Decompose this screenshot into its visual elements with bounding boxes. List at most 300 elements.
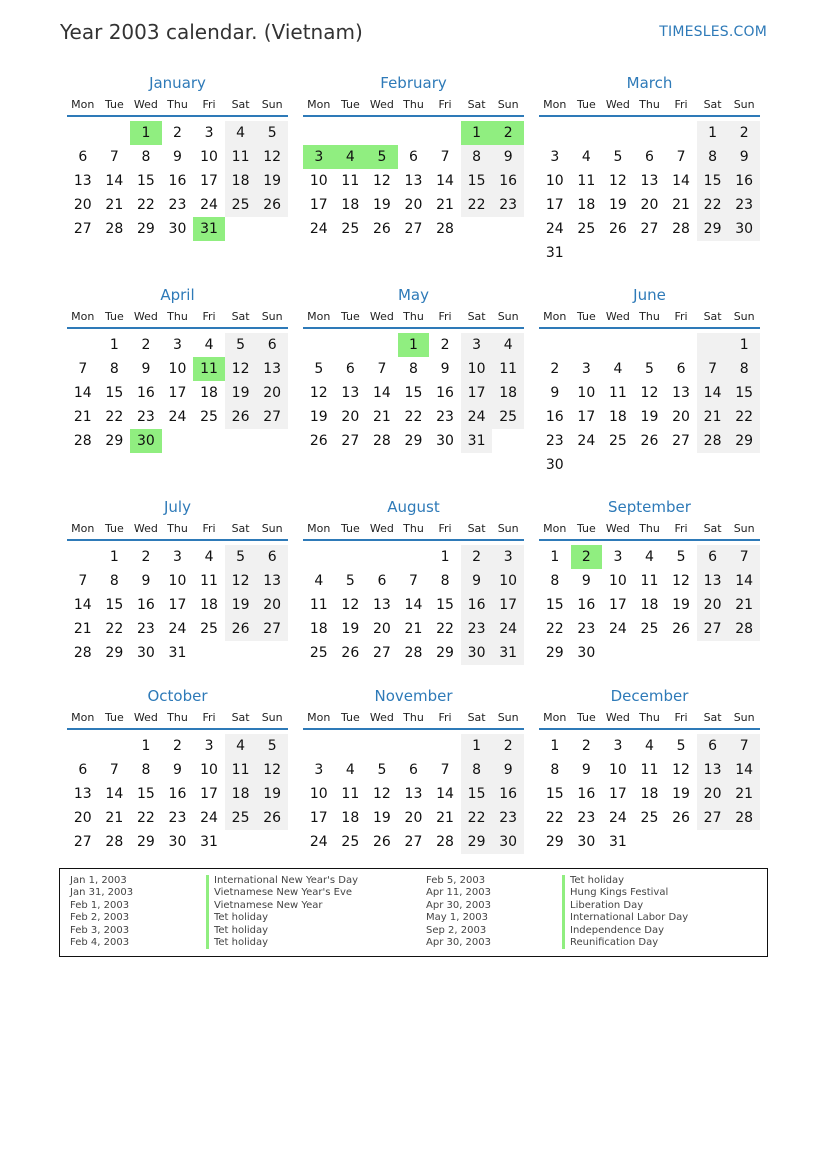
day-cell: 20 [73,810,92,826]
week-row [539,830,760,854]
weekday-label: Mon [307,98,331,111]
day-cell: 29 [105,645,124,661]
empty-cell [335,333,367,357]
month-name: August [387,498,440,516]
day-cell: 8 [109,573,119,589]
day-cell: 2 [581,738,591,754]
day-cell: 4 [613,361,623,377]
day-cell: 15 [105,385,124,401]
weekday-label: Fri [674,522,688,535]
weekend-day: 26 [225,405,257,429]
month-days [303,333,524,453]
weekday-label: Wed [369,711,394,724]
day-cell: 26 [640,433,659,449]
weekend-day: 13 [697,758,729,782]
weekend-day: 21 [728,593,760,617]
month-november [303,685,524,854]
weekday-label: Fri [438,522,452,535]
day-cell: 10 [608,762,627,778]
day-cell: 2 [440,337,450,353]
day-cell: 17 [200,786,218,802]
weekend-day: 3 [492,545,524,569]
day-cell: 29 [545,834,564,850]
day-cell: 23 [577,621,596,637]
day-cell: 28 [73,433,92,449]
day-cell: 11 [341,173,360,189]
weekend-day: 2 [728,121,760,145]
weekday-label: Tue [340,522,360,535]
holiday-day: 2 [492,121,524,145]
header-rule [303,539,524,541]
day-cell: 18 [341,197,360,213]
day-cell: 27 [404,834,423,850]
week-row [303,593,524,617]
day-cell: 24 [309,834,328,850]
day-cell: 11 [640,762,659,778]
day-cell: 23 [545,433,564,449]
day-cell: 25 [577,221,596,237]
day-cell: 30 [168,221,187,237]
day-cell: 9 [581,762,591,778]
weekend-day: 9 [492,758,524,782]
week-row [67,641,288,665]
weekday-label: Fri [202,522,216,535]
legend-date: Apr 30, 2003 [426,899,492,911]
day-cell: 3 [204,738,214,754]
week-row [303,121,524,145]
day-cell: 19 [640,409,659,425]
weekday-header [303,522,524,536]
day-cell: 16 [136,385,155,401]
day-cell: 29 [136,221,155,237]
day-cell: 28 [404,645,423,661]
weekend-day: 19 [256,169,288,193]
day-cell: 16 [436,385,454,401]
day-cell: 24 [200,197,218,213]
empty-cell [634,333,666,357]
empty-cell [571,333,603,357]
day-cell: 7 [440,762,450,778]
day-cell: 18 [309,621,328,637]
week-row [539,453,760,477]
header-rule [539,115,760,117]
holiday-day: 2 [571,545,603,569]
weekday-label: Sun [497,98,519,111]
day-cell: 23 [436,409,454,425]
day-cell: 28 [672,221,690,237]
weekend-day: 22 [461,806,493,830]
weekend-day: 31 [461,429,493,453]
month-name: October [147,687,208,705]
weekend-day: 22 [728,405,760,429]
legend-date: Feb 1, 2003 [70,899,130,911]
day-cell: 20 [341,409,360,425]
weekday-header [539,310,760,324]
weekend-day: 26 [225,617,257,641]
empty-cell [256,429,288,453]
holiday-legend [59,868,768,957]
week-row [67,217,288,241]
day-cell: 10 [200,149,218,165]
holiday-day: 5 [366,145,398,169]
day-cell: 12 [672,762,690,778]
week-row [539,641,760,665]
empty-cell [398,121,430,145]
weekday-label: Tue [340,98,360,111]
weekend-day: 20 [697,593,729,617]
legend-holiday-name: Hung Kings Festival [562,887,688,899]
legend-date: Feb 4, 2003 [70,936,130,948]
empty-cell [398,545,430,569]
day-cell: 15 [136,786,155,802]
day-cell: 10 [309,173,328,189]
month-days [539,734,760,854]
weekday-label: Wed [369,522,394,535]
weekend-day: 23 [728,193,760,217]
empty-cell [366,545,398,569]
legend-date: Feb 2, 2003 [70,912,130,924]
month-name: April [160,286,195,304]
weekend-day: 21 [728,782,760,806]
day-cell: 17 [545,197,564,213]
weekday-label: Mon [71,310,95,323]
week-row [67,193,288,217]
day-cell: 11 [640,573,659,589]
week-row [303,429,524,453]
day-cell: 5 [645,361,654,377]
day-cell: 6 [78,762,88,778]
day-cell: 19 [372,197,391,213]
day-cell: 16 [168,173,187,189]
day-cell: 21 [404,621,423,637]
weekend-day: 28 [728,806,760,830]
weekday-label: Sat [467,98,486,111]
day-cell: 19 [372,810,391,826]
day-cell: 15 [404,385,423,401]
day-cell: 9 [173,762,182,778]
legend-holiday-name: Tet holiday [206,912,358,924]
month-days [67,333,288,453]
legend-holiday-name: Reunification Day [562,937,688,949]
day-cell: 19 [672,597,690,613]
day-cell: 18 [640,786,659,802]
day-cell: 25 [200,621,218,637]
day-cell: 8 [550,573,560,589]
weekday-label: Tue [104,711,124,724]
week-row [539,429,760,453]
weekday-label: Sat [467,310,486,323]
header-rule [67,728,288,730]
weekday-label: Wed [369,310,394,323]
weekend-day: 29 [728,429,760,453]
day-cell: 20 [73,197,92,213]
day-cell: 21 [73,621,92,637]
weekend-day: 23 [461,617,493,641]
weekday-label: Fri [674,711,688,724]
week-row [303,193,524,217]
weekday-label: Wed [605,711,630,724]
day-cell: 6 [377,573,387,589]
header-rule [67,327,288,329]
day-cell: 6 [645,149,654,165]
brand-link[interactable]: TIMESLES.COM [659,24,767,40]
day-cell: 14 [436,173,454,189]
weekend-day: 15 [461,169,493,193]
weekday-label: Mon [543,522,567,535]
day-cell: 16 [136,597,155,613]
weekend-day: 9 [728,145,760,169]
empty-cell [225,429,257,453]
day-cell: 10 [168,361,187,377]
header-rule [67,539,288,541]
week-row [67,121,288,145]
day-cell: 19 [672,786,690,802]
day-cell: 28 [105,834,124,850]
day-cell: 1 [141,738,151,754]
day-cell: 25 [309,645,328,661]
weekend-day: 1 [697,121,729,145]
month-name: June [633,286,666,304]
weekend-day: 5 [256,734,288,758]
day-cell: 30 [136,645,155,661]
weekend-day: 4 [492,333,524,357]
weekend-day: 2 [461,545,493,569]
day-cell: 1 [109,549,119,565]
weekend-day: 19 [225,381,257,405]
week-row [67,782,288,806]
legend-date: Feb 5, 2003 [426,875,486,886]
weekend-day: 2 [492,734,524,758]
day-cell: 26 [672,810,690,826]
day-cell: 2 [141,337,151,353]
empty-cell [225,217,257,241]
week-row [67,617,288,641]
legend-date: Jan 1, 2003 [70,875,127,886]
day-cell: 6 [409,149,418,165]
weekday-label: Sun [261,310,283,323]
weekend-day: 24 [492,617,524,641]
day-cell: 2 [550,361,560,377]
weekend-day: 8 [461,758,493,782]
weekday-label: Sun [497,522,519,535]
header-rule [539,327,760,329]
day-cell: 17 [309,197,328,213]
weekday-label: Sat [231,310,250,323]
page-title: Year 2003 calendar. (Vietnam) [60,20,363,44]
weekend-day: 22 [461,193,493,217]
day-cell: 14 [672,173,690,189]
day-cell: 20 [640,197,659,213]
day-cell: 8 [109,361,119,377]
weekend-day: 6 [256,545,288,569]
day-cell: 23 [136,409,155,425]
day-cell: 24 [309,221,328,237]
day-cell: 21 [73,409,92,425]
month-march [539,72,760,265]
legend-date: Sep 2, 2003 [426,924,487,936]
weekday-label: Thu [167,711,188,724]
week-row [303,381,524,405]
weekend-day: 25 [225,806,257,830]
weekend-day: 10 [492,569,524,593]
weekend-day: 25 [492,405,524,429]
day-cell: 16 [577,786,596,802]
weekday-label: Tue [576,711,596,724]
day-cell: 27 [640,221,659,237]
weekday-label: Mon [543,98,567,111]
day-cell: 28 [436,221,454,237]
day-cell: 11 [309,597,328,613]
weekend-day: 5 [225,333,257,357]
week-row [539,405,760,429]
day-cell: 30 [577,834,596,850]
weekday-label: Thu [167,310,188,323]
weekend-day: 21 [697,405,729,429]
day-cell: 28 [436,834,454,850]
day-cell: 29 [136,834,155,850]
weekday-label: Wed [605,522,630,535]
day-cell: 4 [581,149,591,165]
weekday-header [539,711,760,725]
day-cell: 4 [204,549,214,565]
day-cell: 10 [577,385,596,401]
weekday-header [303,711,524,725]
day-cell: 2 [141,549,151,565]
weekend-day: 5 [256,121,288,145]
weekend-day: 24 [461,405,493,429]
day-cell: 8 [550,762,560,778]
empty-cell [602,453,634,477]
week-row [539,169,760,193]
weekday-label: Mon [71,711,95,724]
empty-cell [697,830,729,854]
week-row [67,145,288,169]
weekday-label: Wed [369,98,394,111]
legend-names-left [206,875,358,949]
day-cell: 4 [204,337,214,353]
weekday-label: Sun [261,522,283,535]
empty-cell [256,830,288,854]
empty-cell [539,121,571,145]
week-row [303,758,524,782]
weekday-label: Sat [231,98,250,111]
week-row [303,357,524,381]
legend-holiday-name: International New Year's Day [206,875,358,887]
empty-cell [665,641,697,665]
empty-cell [99,121,131,145]
week-row [539,593,760,617]
day-cell: 25 [640,810,659,826]
weekend-day: 1 [461,734,493,758]
weekend-day: 27 [256,405,288,429]
weekday-header [67,310,288,324]
day-cell: 4 [345,762,355,778]
weekend-day: 13 [256,569,288,593]
day-cell: 3 [173,549,182,565]
weekday-header [303,310,524,324]
empty-cell [193,641,225,665]
day-cell: 14 [105,173,124,189]
day-cell: 24 [168,409,187,425]
month-days [539,545,760,665]
day-cell: 24 [608,810,627,826]
day-cell: 11 [608,385,627,401]
calendar-grid [67,72,760,862]
weekend-day: 7 [697,357,729,381]
day-cell: 22 [436,621,454,637]
day-cell: 12 [309,385,328,401]
day-cell: 7 [78,361,88,377]
day-cell: 22 [105,409,124,425]
day-cell: 9 [440,361,450,377]
weekday-label: Sat [703,310,722,323]
day-cell: 15 [136,173,155,189]
empty-cell [303,121,335,145]
day-cell: 12 [672,573,690,589]
day-cell: 5 [345,573,355,589]
empty-cell [335,121,367,145]
weekday-label: Mon [543,711,567,724]
day-cell: 24 [168,621,187,637]
day-cell: 14 [404,597,423,613]
day-cell: 14 [372,385,391,401]
day-cell: 24 [545,221,564,237]
week-row [67,169,288,193]
day-cell: 9 [141,573,151,589]
day-cell: 22 [404,409,423,425]
month-april [67,284,288,453]
week-row [539,545,760,569]
weekend-day: 27 [256,617,288,641]
day-cell: 28 [372,433,391,449]
month-days [539,121,760,265]
empty-cell [634,830,666,854]
weekday-label: Sun [497,310,519,323]
day-cell: 18 [608,409,627,425]
weekend-day: 20 [256,381,288,405]
empty-cell [492,217,524,241]
day-cell: 6 [676,361,686,377]
weekend-day: 8 [697,145,729,169]
holiday-day: 31 [193,217,225,241]
day-cell: 17 [608,597,627,613]
weekend-day: 29 [697,217,729,241]
day-cell: 19 [309,409,328,425]
weekend-day: 13 [697,569,729,593]
day-cell: 27 [73,221,92,237]
day-cell: 7 [109,762,119,778]
weekday-header [67,522,288,536]
empty-cell [697,453,729,477]
day-cell: 8 [409,361,418,377]
month-december [539,685,760,854]
day-cell: 7 [109,149,119,165]
holiday-day: 1 [130,121,162,145]
week-row [303,405,524,429]
weekday-label: Tue [104,522,124,535]
day-cell: 16 [577,597,596,613]
day-cell: 26 [341,645,360,661]
day-cell: 26 [672,621,690,637]
weekend-day: 5 [225,545,257,569]
weekday-label: Wed [133,310,158,323]
day-cell: 14 [105,786,124,802]
weekday-label: Sun [261,711,283,724]
header-rule [303,115,524,117]
day-cell: 30 [545,457,564,473]
day-cell: 26 [309,433,328,449]
weekend-day: 28 [728,617,760,641]
